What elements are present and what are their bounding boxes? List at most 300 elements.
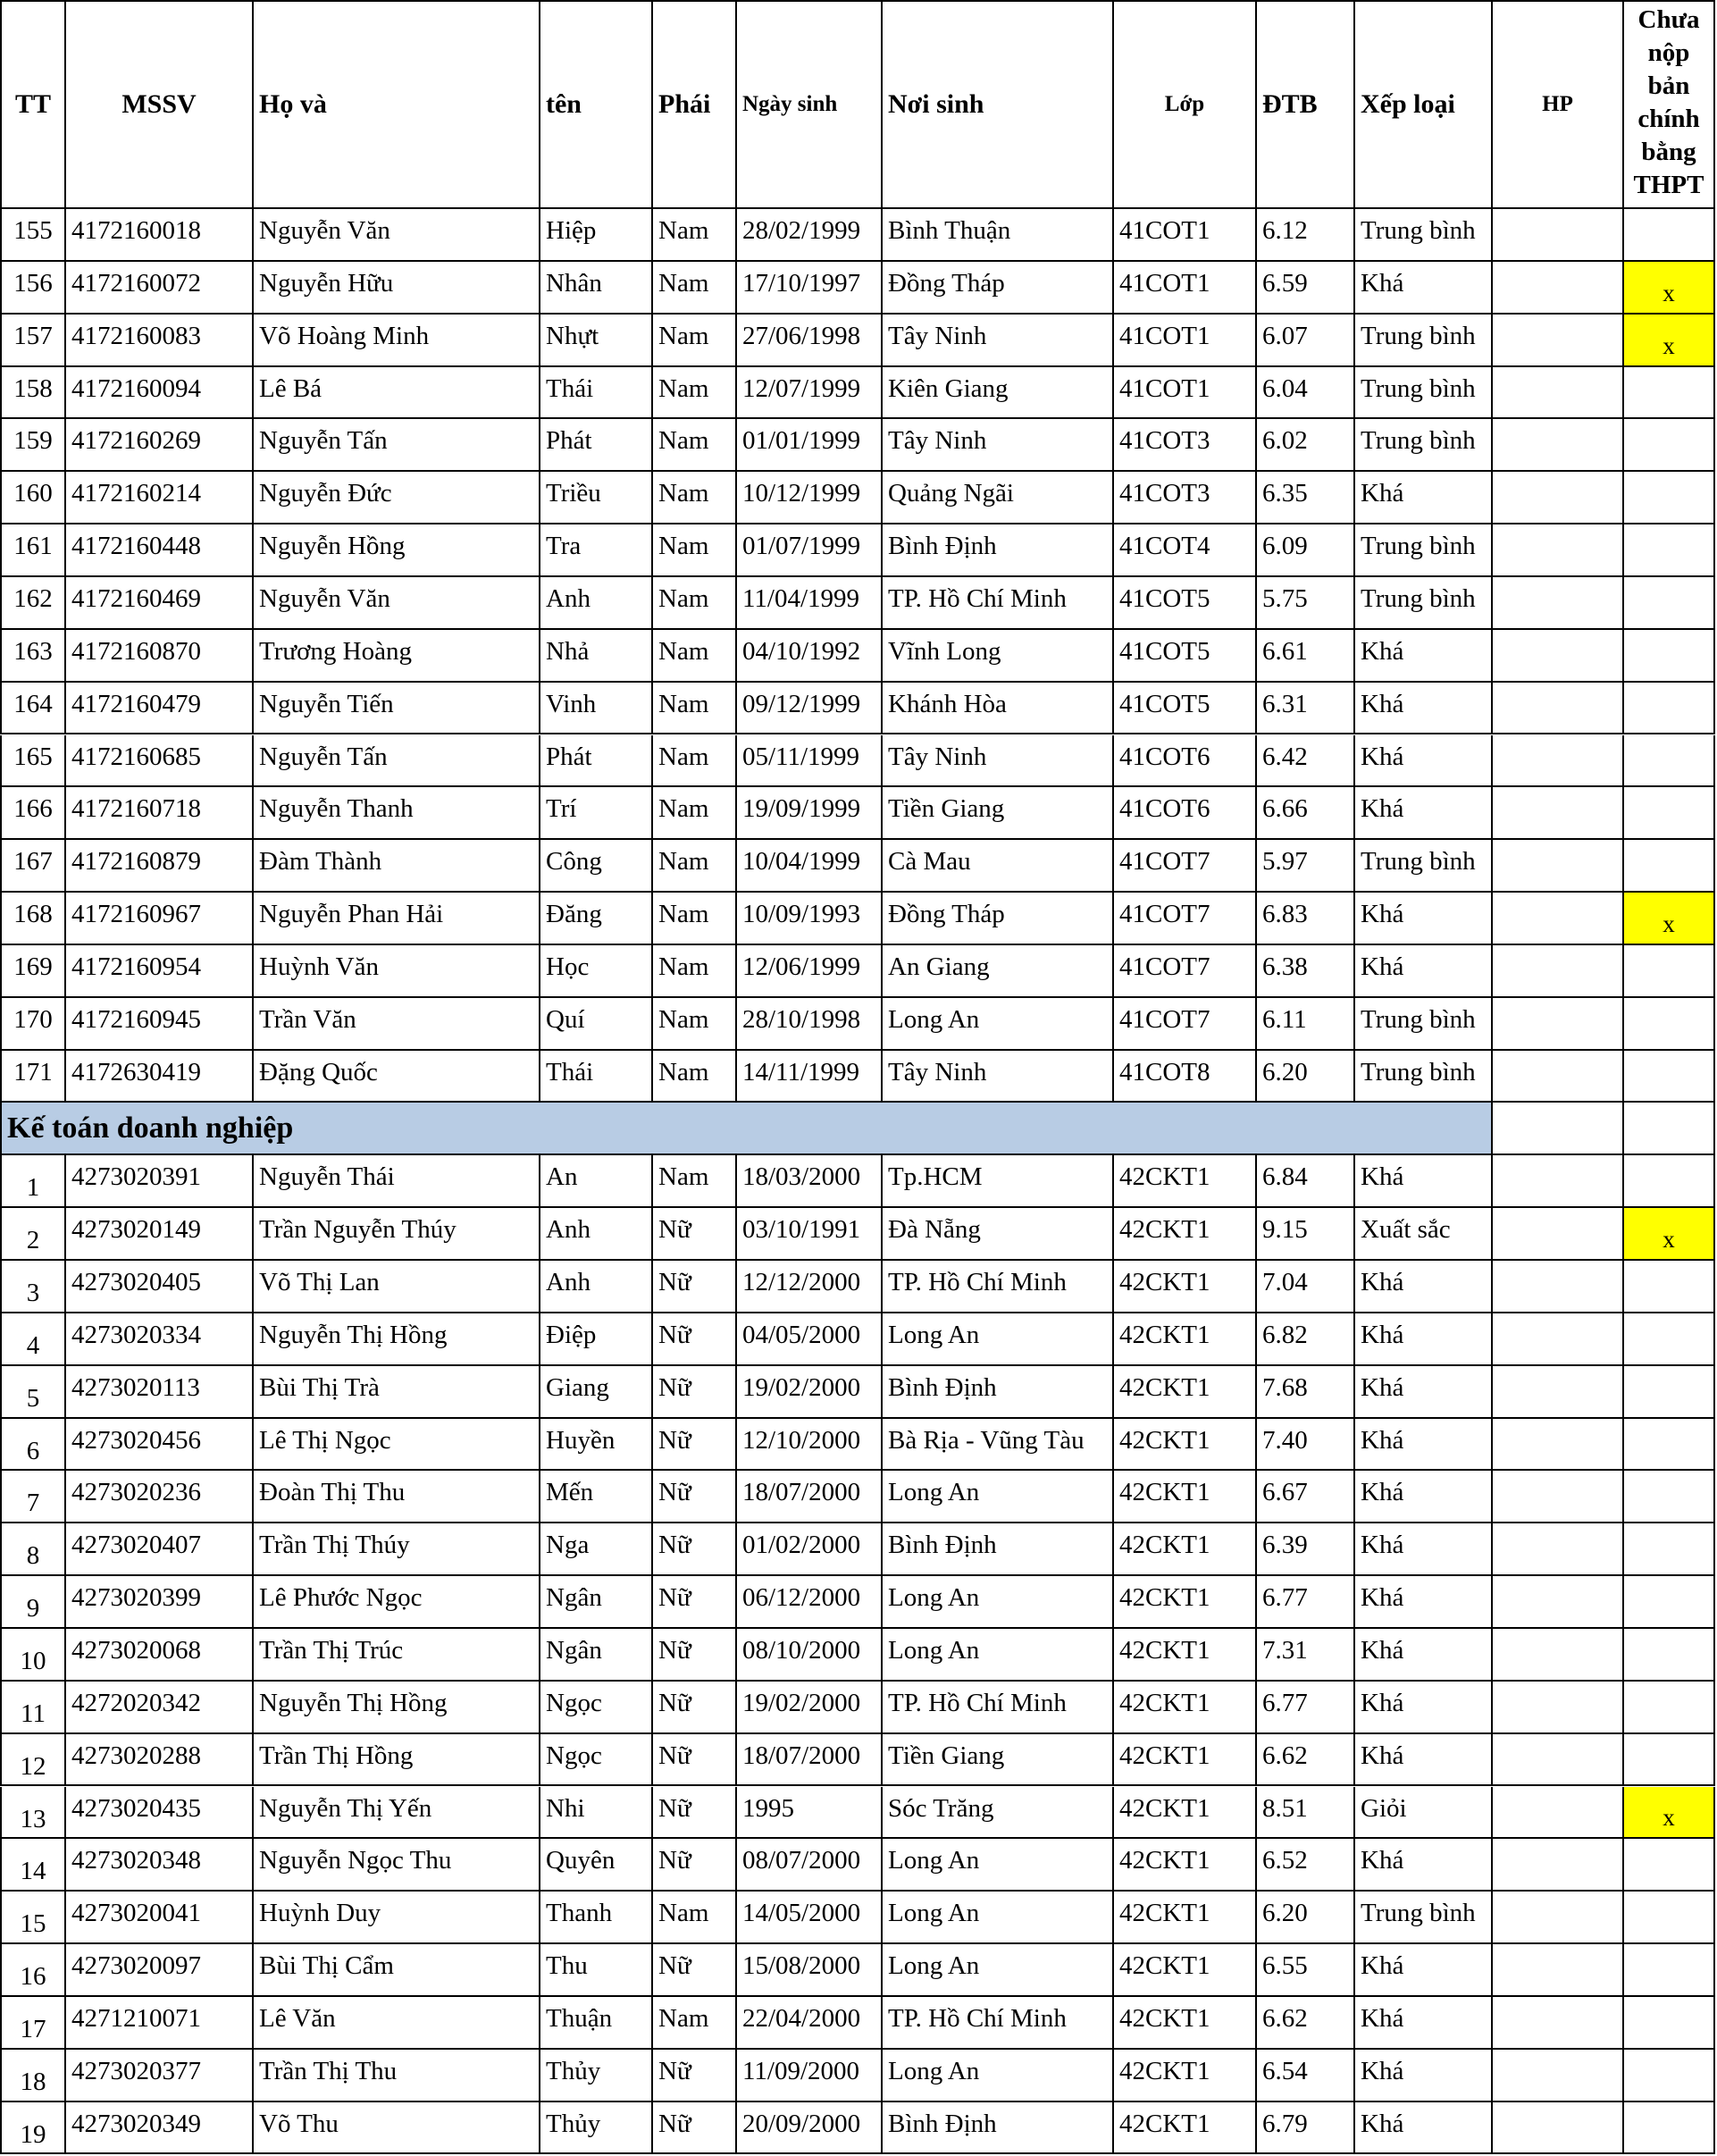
cell-xep-loai: Khá bbox=[1355, 262, 1493, 315]
cell-dtb: 6.04 bbox=[1257, 367, 1355, 420]
cell-mark bbox=[1624, 998, 1715, 1051]
cell-ten: Anh bbox=[540, 1261, 653, 1313]
cell-noi-sinh: Đà Nẵng bbox=[883, 1208, 1114, 1261]
cell-lop: 42CKT1 bbox=[1114, 1997, 1257, 2050]
cell-tt: 164 bbox=[0, 683, 66, 735]
cell-dtb: 6.77 bbox=[1257, 1576, 1355, 1629]
cell-mssv: 4273020377 bbox=[66, 2050, 254, 2102]
cell-lop: 42CKT1 bbox=[1114, 1419, 1257, 1472]
cell-noi-sinh: Bình Định bbox=[883, 1366, 1114, 1419]
cell-mark bbox=[1624, 1471, 1715, 1523]
cell-dtb: 6.20 bbox=[1257, 1051, 1355, 1103]
table-row bbox=[0, 998, 1717, 1051]
cell-mssv: 4172160469 bbox=[66, 577, 254, 630]
cell-dtb: 7.04 bbox=[1257, 1261, 1355, 1313]
cell-mssv: 4172160479 bbox=[66, 683, 254, 735]
cell-phai: Nam bbox=[653, 1997, 737, 2050]
section-title: Kế toán doanh nghiệp bbox=[0, 1103, 1493, 1155]
cell-ngay-sinh: 01/02/2000 bbox=[737, 1523, 883, 1576]
cell-xep-loai: Khá bbox=[1355, 1997, 1493, 2050]
table-row bbox=[0, 1734, 1717, 1787]
cell-ngay-sinh: 18/07/2000 bbox=[737, 1734, 883, 1787]
cell-ho: Nguyễn Thanh bbox=[254, 787, 540, 840]
table-row bbox=[0, 1366, 1717, 1419]
cell-mssv: 4273020288 bbox=[66, 1734, 254, 1787]
cell-ho: Nguyễn Phan Hải bbox=[254, 893, 540, 945]
cell-ten: Ngọc bbox=[540, 1734, 653, 1787]
cell-ho: Trần Thị Hồng bbox=[254, 1734, 540, 1787]
cell-ngay-sinh: 14/05/2000 bbox=[737, 1892, 883, 1944]
cell-lop: 42CKT1 bbox=[1114, 1839, 1257, 1892]
cell-noi-sinh: Long An bbox=[883, 1471, 1114, 1523]
cell-tt: 155 bbox=[0, 209, 66, 262]
cell-phai: Nữ bbox=[653, 1261, 737, 1313]
cell-hp bbox=[1493, 1419, 1624, 1472]
cell-lop: 42CKT1 bbox=[1114, 1313, 1257, 1366]
cell-tt: 12 bbox=[0, 1734, 66, 1787]
cell-noi-sinh: Bà Rịa - Vũng Tàu bbox=[883, 1419, 1114, 1472]
cell-lop: 41COT6 bbox=[1114, 735, 1257, 788]
cell-phai: Nam bbox=[653, 630, 737, 683]
cell-hp bbox=[1493, 577, 1624, 630]
cell-xep-loai: Khá bbox=[1355, 1523, 1493, 1576]
cell-hp bbox=[1493, 1155, 1624, 1208]
cell-dtb: 6.35 bbox=[1257, 472, 1355, 524]
cell-tt: 156 bbox=[0, 262, 66, 315]
cell-noi-sinh: TP. Hồ Chí Minh bbox=[883, 577, 1114, 630]
cell-hp bbox=[1493, 683, 1624, 735]
cell-lop: 42CKT1 bbox=[1114, 1682, 1257, 1734]
cell-noi-sinh: Bình Định bbox=[883, 1523, 1114, 1576]
cell-noi-sinh: Kiên Giang bbox=[883, 367, 1114, 420]
table-row bbox=[0, 1208, 1717, 1261]
cell-hp bbox=[1493, 2050, 1624, 2102]
cell-lop: 42CKT1 bbox=[1114, 1787, 1257, 1840]
cell-mssv: 4273020399 bbox=[66, 1576, 254, 1629]
cell-phai: Nam bbox=[653, 840, 737, 893]
cell-ten: Anh bbox=[540, 577, 653, 630]
cell-dtb: 6.09 bbox=[1257, 524, 1355, 577]
cell-xep-loai: Khá bbox=[1355, 472, 1493, 524]
cell-lop: 41COT1 bbox=[1114, 315, 1257, 367]
cell-dtb: 8.51 bbox=[1257, 1787, 1355, 1840]
table-row bbox=[0, 1261, 1717, 1313]
cell-mssv: 4172160448 bbox=[66, 524, 254, 577]
cell-ten: Mến bbox=[540, 1471, 653, 1523]
cell-phai: Nam bbox=[653, 1155, 737, 1208]
cell-hp bbox=[1493, 1997, 1624, 2050]
cell-dtb: 6.20 bbox=[1257, 1892, 1355, 1944]
cell-phai: Nữ bbox=[653, 1839, 737, 1892]
cell-ho: Trần Thị Thu bbox=[254, 2050, 540, 2102]
cell-mssv: 4273020348 bbox=[66, 1839, 254, 1892]
cell-phai: Nam bbox=[653, 577, 737, 630]
cell-lop: 42CKT1 bbox=[1114, 2050, 1257, 2102]
cell-dtb: 7.68 bbox=[1257, 1366, 1355, 1419]
cell-phai: Nam bbox=[653, 735, 737, 788]
cell-ten: An bbox=[540, 1155, 653, 1208]
cell-phai: Nam bbox=[653, 315, 737, 367]
cell-mssv: 4172160967 bbox=[66, 893, 254, 945]
cell-lop: 41COT5 bbox=[1114, 577, 1257, 630]
cell-mssv: 4273020113 bbox=[66, 1366, 254, 1419]
cell-ngay-sinh: 01/07/1999 bbox=[737, 524, 883, 577]
cell-tt: 5 bbox=[0, 1366, 66, 1419]
cell-tt: 167 bbox=[0, 840, 66, 893]
table-row bbox=[0, 419, 1717, 472]
cell-phai: Nam bbox=[653, 683, 737, 735]
cell-dtb: 6.77 bbox=[1257, 1682, 1355, 1734]
cell-mark bbox=[1624, 1261, 1715, 1313]
cell-xep-loai: Khá bbox=[1355, 630, 1493, 683]
cell-ho: Nguyễn Tấn bbox=[254, 419, 540, 472]
cell-tt: 159 bbox=[0, 419, 66, 472]
cell-dtb: 6.38 bbox=[1257, 945, 1355, 998]
cell-ngay-sinh: 09/12/1999 bbox=[737, 683, 883, 735]
table-row bbox=[0, 1051, 1717, 1103]
cell-ho: Nguyễn Thái bbox=[254, 1155, 540, 1208]
cell-tt: 14 bbox=[0, 1839, 66, 1892]
table-row bbox=[0, 1419, 1717, 1472]
table-row bbox=[0, 683, 1717, 735]
cell-mark bbox=[1624, 630, 1715, 683]
cell-phai: Nam bbox=[653, 209, 737, 262]
table-row bbox=[0, 2102, 1717, 2155]
cell-ho: Lê Phước Ngọc bbox=[254, 1576, 540, 1629]
cell-tt: 1 bbox=[0, 1155, 66, 1208]
cell-dtb: 6.55 bbox=[1257, 1944, 1355, 1997]
table-row bbox=[0, 1576, 1717, 1629]
cell-dtb: 6.39 bbox=[1257, 1523, 1355, 1576]
cell-mark bbox=[1624, 735, 1715, 788]
cell-hp bbox=[1493, 893, 1624, 945]
cell-xep-loai: Xuất sắc bbox=[1355, 1208, 1493, 1261]
cell-hp bbox=[1493, 998, 1624, 1051]
cell-xep-loai: Trung bình bbox=[1355, 209, 1493, 262]
cell-mssv: 4172160945 bbox=[66, 998, 254, 1051]
cell-phai: Nữ bbox=[653, 1944, 737, 1997]
cell-lop: 42CKT1 bbox=[1114, 1629, 1257, 1682]
cell-mark bbox=[1624, 1155, 1715, 1208]
cell-ngay-sinh: 10/09/1993 bbox=[737, 893, 883, 945]
cell-phai: Nữ bbox=[653, 1576, 737, 1629]
header-ho: Họ và bbox=[254, 0, 540, 209]
cell-hp bbox=[1493, 840, 1624, 893]
table-row bbox=[0, 1682, 1717, 1734]
header-ngay-sinh: Ngày sinh bbox=[737, 0, 883, 209]
cell-phai: Nam bbox=[653, 524, 737, 577]
cell-lop: 42CKT1 bbox=[1114, 2102, 1257, 2155]
cell-dtb: 6.12 bbox=[1257, 209, 1355, 262]
cell-tt: 13 bbox=[0, 1787, 66, 1840]
cell-ho: Huỳnh Duy bbox=[254, 1892, 540, 1944]
cell-noi-sinh: TP. Hồ Chí Minh bbox=[883, 1261, 1114, 1313]
cell-noi-sinh: Bình Định bbox=[883, 524, 1114, 577]
cell-lop: 41COT3 bbox=[1114, 472, 1257, 524]
cell-hp bbox=[1493, 1313, 1624, 1366]
cell-dtb: 6.54 bbox=[1257, 2050, 1355, 2102]
cell-ho: Lê Bá bbox=[254, 367, 540, 420]
cell-ho: Nguyễn Văn bbox=[254, 577, 540, 630]
cell-xep-loai: Trung bình bbox=[1355, 367, 1493, 420]
cell-hp bbox=[1493, 1366, 1624, 1419]
cell-ten: Đăng bbox=[540, 893, 653, 945]
cell-tt: 17 bbox=[0, 1997, 66, 2050]
cell-ho: Võ Thị Lan bbox=[254, 1261, 540, 1313]
cell-mark bbox=[1624, 1682, 1715, 1734]
cell-tt: 10 bbox=[0, 1629, 66, 1682]
cell-dtb: 6.67 bbox=[1257, 1471, 1355, 1523]
cell-hp bbox=[1493, 945, 1624, 998]
cell-xep-loai: Khá bbox=[1355, 1734, 1493, 1787]
cell-tt: 165 bbox=[0, 735, 66, 788]
cell-lop: 41COT7 bbox=[1114, 945, 1257, 998]
cell-mssv: 4172160094 bbox=[66, 367, 254, 420]
section-row bbox=[0, 1103, 1717, 1155]
cell-xep-loai: Khá bbox=[1355, 1576, 1493, 1629]
cell-ten: Ngân bbox=[540, 1576, 653, 1629]
cell-noi-sinh: Tiền Giang bbox=[883, 787, 1114, 840]
cell-mssv: 4273020391 bbox=[66, 1155, 254, 1208]
cell-ten: Ngân bbox=[540, 1629, 653, 1682]
cell-mssv: 4172160954 bbox=[66, 945, 254, 998]
cell-xep-loai: Khá bbox=[1355, 1682, 1493, 1734]
cell-noi-sinh: Tp.HCM bbox=[883, 1155, 1114, 1208]
cell-phai: Nam bbox=[653, 419, 737, 472]
cell-ten: Học bbox=[540, 945, 653, 998]
cell-ten: Hiệp bbox=[540, 209, 653, 262]
cell-ngay-sinh: 12/12/2000 bbox=[737, 1261, 883, 1313]
cell-xep-loai: Trung bình bbox=[1355, 840, 1493, 893]
cell-phai: Nữ bbox=[653, 1682, 737, 1734]
cell-hp bbox=[1493, 1208, 1624, 1261]
cell-hp bbox=[1493, 209, 1624, 262]
cell-lop: 42CKT1 bbox=[1114, 1155, 1257, 1208]
table-row bbox=[0, 735, 1717, 788]
cell-mark bbox=[1624, 787, 1715, 840]
cell-ho: Trần Thị Trúc bbox=[254, 1629, 540, 1682]
cell-tt: 15 bbox=[0, 1892, 66, 1944]
cell-hp bbox=[1493, 1523, 1624, 1576]
cell-mssv: 4172160083 bbox=[66, 315, 254, 367]
cell-ngay-sinh: 17/10/1997 bbox=[737, 262, 883, 315]
cell-noi-sinh: TP. Hồ Chí Minh bbox=[883, 1682, 1114, 1734]
cell-mark bbox=[1624, 2050, 1715, 2102]
cell-ho: Trần Thị Thúy bbox=[254, 1523, 540, 1576]
cell-hp bbox=[1493, 1103, 1624, 1155]
cell-tt: 166 bbox=[0, 787, 66, 840]
header-noi-sinh: Nơi sinh bbox=[883, 0, 1114, 209]
cell-ten: Quí bbox=[540, 998, 653, 1051]
cell-ho: Nguyễn Văn bbox=[254, 209, 540, 262]
cell-tt: 161 bbox=[0, 524, 66, 577]
cell-mssv: 4172630419 bbox=[66, 1051, 254, 1103]
cell-ho: Bùi Thị Trà bbox=[254, 1366, 540, 1419]
cell-ten: Thái bbox=[540, 1051, 653, 1103]
cell-tt: 160 bbox=[0, 472, 66, 524]
cell-hp bbox=[1493, 1471, 1624, 1523]
cell-xep-loai: Khá bbox=[1355, 2102, 1493, 2155]
table-row bbox=[0, 1997, 1717, 2050]
cell-ho: Võ Hoàng Minh bbox=[254, 315, 540, 367]
cell-xep-loai: Khá bbox=[1355, 1313, 1493, 1366]
cell-noi-sinh: Bình Định bbox=[883, 2102, 1114, 2155]
cell-hp bbox=[1493, 1261, 1624, 1313]
cell-hp bbox=[1493, 1734, 1624, 1787]
cell-noi-sinh: Đồng Tháp bbox=[883, 893, 1114, 945]
cell-mssv: 4172160718 bbox=[66, 787, 254, 840]
cell-hp bbox=[1493, 735, 1624, 788]
cell-mark bbox=[1624, 1734, 1715, 1787]
cell-phai: Nam bbox=[653, 472, 737, 524]
cell-ngay-sinh: 04/05/2000 bbox=[737, 1313, 883, 1366]
cell-xep-loai: Khá bbox=[1355, 735, 1493, 788]
cell-hp bbox=[1493, 1629, 1624, 1682]
table-row bbox=[0, 262, 1717, 315]
cell-ngay-sinh: 22/04/2000 bbox=[737, 1997, 883, 2050]
cell-xep-loai: Trung bình bbox=[1355, 577, 1493, 630]
cell-xep-loai: Khá bbox=[1355, 893, 1493, 945]
cell-ten: Công bbox=[540, 840, 653, 893]
cell-ngay-sinh: 04/10/1992 bbox=[737, 630, 883, 683]
cell-ngay-sinh: 12/10/2000 bbox=[737, 1419, 883, 1472]
cell-tt: 170 bbox=[0, 998, 66, 1051]
cell-noi-sinh: Long An bbox=[883, 998, 1114, 1051]
cell-ten: Giang bbox=[540, 1366, 653, 1419]
cell-phai: Nam bbox=[653, 1892, 737, 1944]
cell-mssv: 4273020097 bbox=[66, 1944, 254, 1997]
cell-xep-loai: Khá bbox=[1355, 1471, 1493, 1523]
cell-tt: 169 bbox=[0, 945, 66, 998]
cell-ngay-sinh: 10/04/1999 bbox=[737, 840, 883, 893]
cell-mssv: 4273020435 bbox=[66, 1787, 254, 1840]
cell-ho: Nguyễn Tấn bbox=[254, 735, 540, 788]
cell-phai: Nam bbox=[653, 262, 737, 315]
cell-mssv: 4273020405 bbox=[66, 1261, 254, 1313]
table-row bbox=[0, 945, 1717, 998]
cell-noi-sinh: Long An bbox=[883, 1892, 1114, 1944]
cell-mark bbox=[1624, 2102, 1715, 2155]
cell-phai: Nữ bbox=[653, 1471, 737, 1523]
table-row bbox=[0, 2050, 1717, 2102]
cell-mark bbox=[1624, 1419, 1715, 1472]
cell-lop: 41COT7 bbox=[1114, 998, 1257, 1051]
cell-ngay-sinh: 28/10/1998 bbox=[737, 998, 883, 1051]
cell-mark bbox=[1624, 945, 1715, 998]
cell-hp bbox=[1493, 630, 1624, 683]
cell-mssv: 4273020149 bbox=[66, 1208, 254, 1261]
cell-noi-sinh: Long An bbox=[883, 1629, 1114, 1682]
cell-lop: 42CKT1 bbox=[1114, 1471, 1257, 1523]
cell-ten: Nhi bbox=[540, 1787, 653, 1840]
cell-lop: 41COT7 bbox=[1114, 893, 1257, 945]
cell-mark bbox=[1624, 1892, 1715, 1944]
cell-dtb: 7.31 bbox=[1257, 1629, 1355, 1682]
header-ten: tên bbox=[540, 0, 653, 209]
cell-noi-sinh: Vĩnh Long bbox=[883, 630, 1114, 683]
cell-xep-loai: Khá bbox=[1355, 1944, 1493, 1997]
cell-hp bbox=[1493, 2102, 1624, 2155]
cell-ten: Huyền bbox=[540, 1419, 653, 1472]
cell-lop: 42CKT1 bbox=[1114, 1261, 1257, 1313]
cell-ten: Ngọc bbox=[540, 1682, 653, 1734]
cell-noi-sinh: Đồng Tháp bbox=[883, 262, 1114, 315]
cell-ngay-sinh: 08/10/2000 bbox=[737, 1629, 883, 1682]
cell-mark bbox=[1624, 840, 1715, 893]
cell-ho: Nguyễn Thị Yến bbox=[254, 1787, 540, 1840]
cell-hp bbox=[1493, 524, 1624, 577]
table-row bbox=[0, 1155, 1717, 1208]
table-row bbox=[0, 630, 1717, 683]
cell-tt: 2 bbox=[0, 1208, 66, 1261]
cell-xep-loai: Khá bbox=[1355, 1261, 1493, 1313]
table-row bbox=[0, 315, 1717, 367]
cell-ho: Lê Thị Ngọc bbox=[254, 1419, 540, 1472]
table-row bbox=[0, 1839, 1717, 1892]
cell-hp bbox=[1493, 1892, 1624, 1944]
header-phai: Phái bbox=[653, 0, 737, 209]
cell-ho: Võ Thu bbox=[254, 2102, 540, 2155]
cell-mssv: 4172160870 bbox=[66, 630, 254, 683]
cell-ten: Thái bbox=[540, 367, 653, 420]
cell-dtb: 6.11 bbox=[1257, 998, 1355, 1051]
cell-ten: Thanh bbox=[540, 1892, 653, 1944]
cell-hp bbox=[1493, 367, 1624, 420]
cell-phai: Nam bbox=[653, 787, 737, 840]
table-row bbox=[0, 787, 1717, 840]
cell-ho: Nguyễn Hồng bbox=[254, 524, 540, 577]
cell-mark bbox=[1624, 209, 1715, 262]
cell-noi-sinh: Khánh Hòa bbox=[883, 683, 1114, 735]
cell-dtb: 6.02 bbox=[1257, 419, 1355, 472]
cell-phai: Nữ bbox=[653, 2102, 737, 2155]
cell-ho: Nguyễn Đức bbox=[254, 472, 540, 524]
table-row bbox=[0, 1523, 1717, 1576]
cell-ho: Nguyễn Thị Hồng bbox=[254, 1313, 540, 1366]
table-row bbox=[0, 893, 1717, 945]
cell-ngay-sinh: 27/06/1998 bbox=[737, 315, 883, 367]
cell-tt: 9 bbox=[0, 1576, 66, 1629]
cell-hp bbox=[1493, 1839, 1624, 1892]
cell-hp bbox=[1493, 1787, 1624, 1840]
cell-lop: 41COT1 bbox=[1114, 367, 1257, 420]
cell-hp bbox=[1493, 1682, 1624, 1734]
cell-ngay-sinh: 11/09/2000 bbox=[737, 2050, 883, 2102]
cell-ten: Phát bbox=[540, 735, 653, 788]
cell-mssv: 4273020041 bbox=[66, 1892, 254, 1944]
cell-tt: 18 bbox=[0, 2050, 66, 2102]
cell-ten: Điệp bbox=[540, 1313, 653, 1366]
cell-mark bbox=[1624, 1944, 1715, 1997]
cell-tt: 11 bbox=[0, 1682, 66, 1734]
cell-ten: Thu bbox=[540, 1944, 653, 1997]
cell-ngay-sinh: 01/01/1999 bbox=[737, 419, 883, 472]
cell-tt: 168 bbox=[0, 893, 66, 945]
cell-xep-loai: Trung bình bbox=[1355, 524, 1493, 577]
cell-ho: Đoàn Thị Thu bbox=[254, 1471, 540, 1523]
cell-lop: 42CKT1 bbox=[1114, 1523, 1257, 1576]
table-row bbox=[0, 209, 1717, 262]
cell-noi-sinh: Cà Mau bbox=[883, 840, 1114, 893]
cell-lop: 42CKT1 bbox=[1114, 1944, 1257, 1997]
cell-lop: 41COT1 bbox=[1114, 209, 1257, 262]
table-row bbox=[0, 1892, 1717, 1944]
cell-mark bbox=[1624, 472, 1715, 524]
cell-ten: Thủy bbox=[540, 2050, 653, 2102]
cell-mssv: 4271210071 bbox=[66, 1997, 254, 2050]
cell-ho: Nguyễn Tiến bbox=[254, 683, 540, 735]
cell-mssv: 4273020456 bbox=[66, 1419, 254, 1472]
